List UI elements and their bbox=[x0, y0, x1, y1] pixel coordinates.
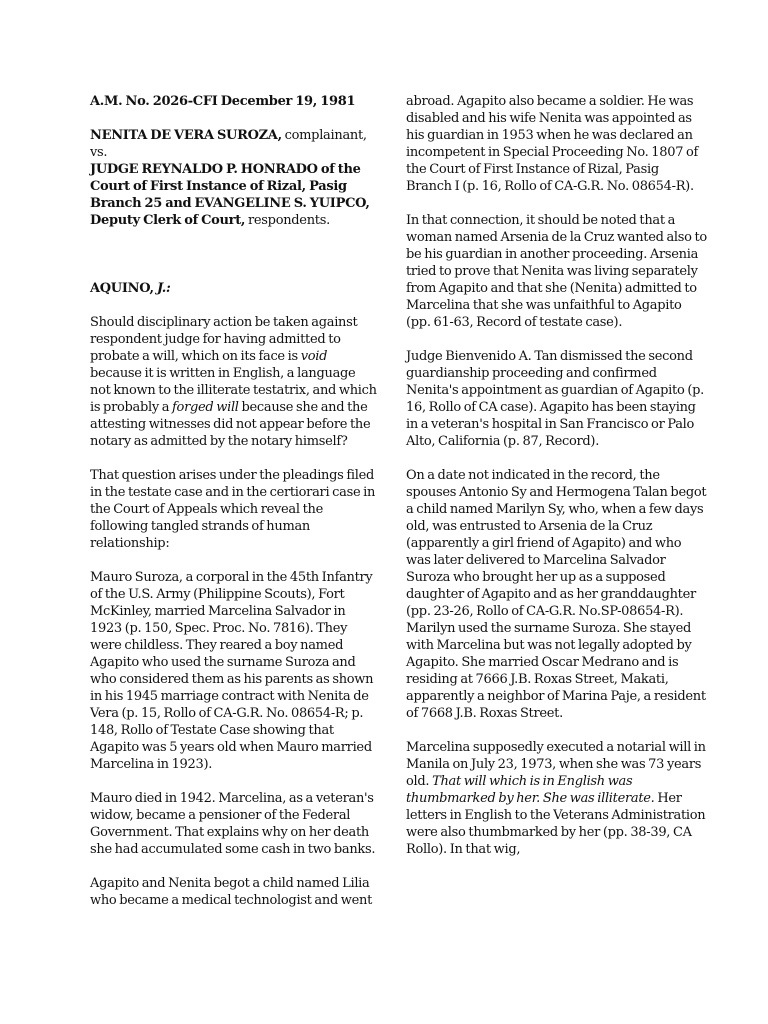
complainant-name: NENITA DE VERA SUROZA, bbox=[90, 128, 282, 143]
spacer bbox=[90, 246, 377, 280]
case-number-heading: A.M. No. 2026-CFI December 19, 1981 bbox=[90, 94, 356, 109]
ponente-suffix: J.: bbox=[156, 281, 171, 296]
paragraph-mauro-died: Mauro died in 1942. Marcelina, as a veteran's widow, became a pensioner of the Federal Government. That explains why on her death she had accumulated some cash in two banks. bbox=[90, 791, 376, 857]
paragraph-agapito-nenita: Agapito and Nenita begot a child named Lilia who became a medical technologist and went bbox=[90, 876, 373, 908]
versus-label: vs. bbox=[90, 145, 108, 160]
left-column bbox=[90, 93, 377, 909]
paragraph-question bbox=[90, 314, 377, 450]
emphasis-forged-will: forged will bbox=[172, 400, 239, 415]
paragraph-text: Should disciplinary action be taken against respondent judge for having admitted to probate a will, which on its face is bbox=[90, 315, 358, 364]
complainant-role: complainant, bbox=[281, 128, 367, 143]
paragraph-text: because it is written in English, a language not known to the illiterate testatrix, and which is probably a bbox=[90, 366, 377, 415]
case-parties bbox=[90, 127, 377, 229]
paragraph-text: Marcelina supposedly executed a notarial will in Manila on July 23, 1973, when she was 73 years old. bbox=[406, 740, 706, 789]
paragraph-judge-tan: Judge Bienvenido A. Tan dismissed the second guardianship proceeding and confirmed Nenita's appointment as guardian of Agapito (p. 16, Rollo of CA case). Agapito has been staying in a veteran's hospital in San Francisco or Palo Alto, California (p. 87, Record). bbox=[406, 349, 704, 449]
paragraph-arsenia: In that connection, it should be noted that a woman named Arsenia de la Cruz wanted also to be his guardian in another proceeding. Arsenia tried to prove that Nenita was living separately from Agapito and that she (Nenita) admitted to Marcelina that she was unfaithful to Agapito (pp. 61-63, Record of testate case). bbox=[406, 213, 707, 330]
respondents-role: respondents. bbox=[245, 213, 330, 228]
emphasis-void: void bbox=[300, 349, 328, 364]
respondents-names: JUDGE REYNALDO P. HONRADO of the Court of First Instance of Rizal, Pasig Branch 25 and EVANGELINE S. YUIPCO, Deputy Clerk of Court, bbox=[90, 162, 370, 228]
paragraph-abroad: abroad. Agapito also became a soldier. He was disabled and his wife Nenita was appointed as his guardian in 1953 when he was declared an incompetent in Special Proceeding No. 1807 of the Court of First Instance of Rizal, Pasig Branch I (p. 16, Rollo of CA-G.R. No. 08654-R). bbox=[406, 94, 699, 194]
right-column bbox=[406, 93, 707, 858]
ponente-heading bbox=[90, 280, 377, 297]
emphasis-thumbmarked: That will which is in English was thumbmarked by her. She was illiterate. bbox=[406, 774, 655, 806]
paragraph-notarial-will bbox=[406, 739, 707, 858]
ponente-name: AQUINO, bbox=[90, 281, 157, 296]
paragraph-marilyn-sy: On a date not indicated in the record, the spouses Antonio Sy and Hermogena Talan begot a child named Marilyn Sy, who, when a few days old, was entrusted to Arsenia de la Cruz (apparently a girl friend of Agapito) and who was later delivered to Marcelina Salvador Suroza who brought her up as a supposed daughter of Agapito and as her granddaughter (pp. 23-26, Rollo of CA-G.R. No.SP-08654-R). Marilyn used the surname Suroza. She stayed with Marcelina but was not legally adopted by Agapito. She married Oscar Medrano and is residing at 7666 J.B. Roxas Street, Makati, apparently a neighbor of Marina Paje, a resident of 7668 J.B. Roxas Street. bbox=[406, 468, 707, 721]
paragraph-pleadings: That question arises under the pleadings filed in the testate case and in the certiorari case in the Court of Appeals which reveal the following tangled strands of human relationship: bbox=[90, 468, 376, 551]
paragraph-text: because she and the attesting witnesses did not appear before the notary as admitted by the notary himself? bbox=[90, 400, 371, 449]
paragraph-text: Her letters in English to the Veterans Administration were also thumbmarked by her (pp. 38-39, CA Rollo). In that wig, bbox=[406, 791, 706, 857]
paragraph-mauro-suroza: Mauro Suroza, a corporal in the 45th Infantry of the U.S. Army (Philippine Scouts), Fort McKinley, married Marcelina Salvador in 1923 (p. 150, Spec. Proc. No. 7816). They were childless. They reared a boy named Agapito who used the surname Suroza and who considered them as his parents as shown in his 1945 marriage contract with Nenita de Vera (p. 15, Rollo of CA-G.R. No. 08654-R; p. 148, Rollo of Testate Case showing that Agapito was 5 years old when Mauro married Marcelina in 1923). bbox=[90, 570, 374, 772]
